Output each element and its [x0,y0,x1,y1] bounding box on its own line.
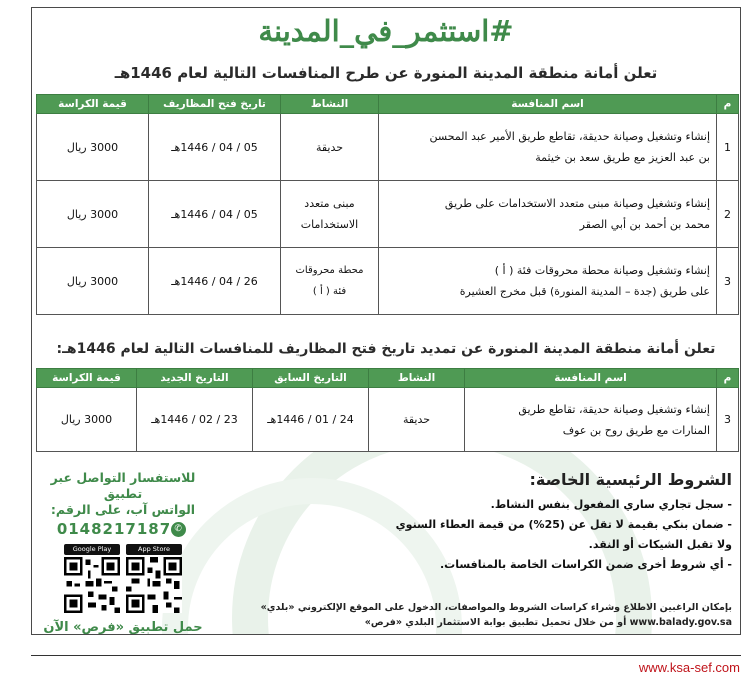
tender-name-line: على طريق (جدة – المدينة المنورة) قبل مخرج العشيرة [459,285,710,298]
announcement-1: تعلن أمانة منطقة المدينة المنورة عن طرح المنافسات التالية لعام 1446هـ [114,64,658,82]
table-row [37,114,739,181]
extension-table [36,368,739,452]
row-no: 2 [717,181,739,248]
col-header-no: م [717,369,739,388]
tender-name-line: إنشاء وتشغيل وصيانة مبنى متعدد الاستخدامات على طريق [444,197,710,210]
google-play-badge[interactable]: Google Play [64,544,120,555]
col-header-name: اسم المنافسة [465,369,717,388]
row-no: 3 [717,388,739,452]
table-row [37,388,739,452]
terms-item: - ضمان بنكي بقيمة لا تقل عن (25%) من قيمة العطاء السنوي [395,518,732,531]
tender-name-line: المنارات مع طريق روح بن عوف [562,423,710,437]
announcement-2: تعلن أمانة منطقة المدينة المنورة عن تمديد تاريخ فتح المظاريف للمنافسات التالية لعام 1446هـ: [56,341,716,357]
google-play-qr-icon [64,557,120,613]
app-store-qr-icon [126,557,182,613]
tender-name-line: محمد بن أحمد بن أبي الصقر [579,218,710,231]
contact-block [37,470,209,635]
tender-price: 3000 ريال [37,248,149,315]
tender-name [379,248,717,315]
tender-price: 3000 ريال [37,388,137,452]
col-header-activity: النشاط [369,369,465,388]
contact-line-1: للاستفسار التواصل عبر تطبيق [50,470,196,501]
table-header-row [37,95,739,114]
qr-codes [37,544,209,617]
col-header-prev-date: التاريخ السابق [253,369,369,388]
tender-date: 05 / 04 / 1446هـ [149,114,281,181]
table-row [37,248,739,315]
tender-name-line: بن عبد العزيز مع طريق سعد بن خيثمة [535,151,710,164]
contact-line-2: الواتس آب، على الرقم: [50,502,196,517]
terms-title: الشروط الرئيسية الخاصة: [529,470,732,489]
activity-line: محطة محروقات [295,265,364,276]
tender-date: 05 / 04 / 1446هـ [149,181,281,248]
footer-line-2[interactable]: www.balady.gov.sa أو من خلال تحميل تطبيق بوابة الاستثمار البلدي «فرص» [364,617,732,628]
separator-line [31,655,741,656]
row-no: 1 [717,114,739,181]
tender-activity [281,114,379,181]
col-header-new-date: التاريخ الجديد [137,369,253,388]
footer-note [212,600,732,630]
col-header-price: قيمة الكراسة [37,95,149,114]
tender-name [379,114,717,181]
footer-line-1: بإمكان الراغبين الاطلاع وشراء كراسات الشروط والمواصفات، الدخول على الموقع الإلكتروني «بلدي» [260,602,732,613]
activity-line: الاستخدامات [300,218,359,231]
tender-name-line: إنشاء وتشغيل وصيانة محطة محروقات فئة ( أ ) [494,264,710,277]
tender-activity [281,181,379,248]
row-no: 3 [717,248,739,315]
app-store-badge[interactable]: App Store [126,544,182,555]
tender-activity [281,248,379,315]
terms-item: ولا تقبل الشيكات أو النقد. [588,538,732,551]
col-header-name: اسم المنافسة [379,95,717,114]
activity-line: فئة ( أ ) [312,286,347,297]
activity-line: حديقة [315,140,344,154]
terms-item: - أي شروط أخرى ضمن الكراسات الخاصة بالمنافسات. [440,558,732,571]
download-app-text: حمل تطبيق «فرص» الآن [43,620,203,635]
tender-name [465,388,717,452]
tender-name-line: إنشاء وتشغيل وصيانة حديقة، تقاطع طريق الأمير عبد المحسن [429,130,710,143]
table-header-row [37,369,739,388]
app-store-qr-box[interactable] [126,544,182,617]
tenders-table [36,94,739,315]
tender-name-line: إنشاء وتشغيل وصيانة حديقة، تقاطع طريق [518,402,710,416]
google-play-qr-box[interactable] [64,544,120,617]
bottom-section [32,466,740,635]
table-row [37,181,739,248]
tender-price: 3000 ريال [37,181,149,248]
phone-text: 0148217187 [56,520,172,538]
tender-date: 26 / 04 / 1446هـ [149,248,281,315]
activity-line: مبنى متعدد [304,197,355,210]
tender-name [379,181,717,248]
terms-item: - سجل تجاري ساري المفعول بنفس النشاط. [490,498,732,511]
col-header-price: قيمة الكراسة [37,369,137,388]
col-header-activity: النشاط [281,95,379,114]
whatsapp-number[interactable] [37,520,209,538]
tender-new-date: 23 / 02 / 1446هـ [137,388,253,452]
announcement-frame [31,7,741,635]
whatsapp-icon: ✆ [171,522,186,537]
col-header-no: م [717,95,739,114]
tender-activity: حديقة [369,388,465,452]
col-header-date: تاريخ فتح المظاريف [149,95,281,114]
tender-prev-date: 24 / 01 / 1446هـ [253,388,369,452]
site-url[interactable]: www.ksa-sef.com [638,660,740,675]
headline: #استثمر_في_المدينة [258,14,514,48]
tender-price: 3000 ريال [37,114,149,181]
terms-block [352,470,732,575]
